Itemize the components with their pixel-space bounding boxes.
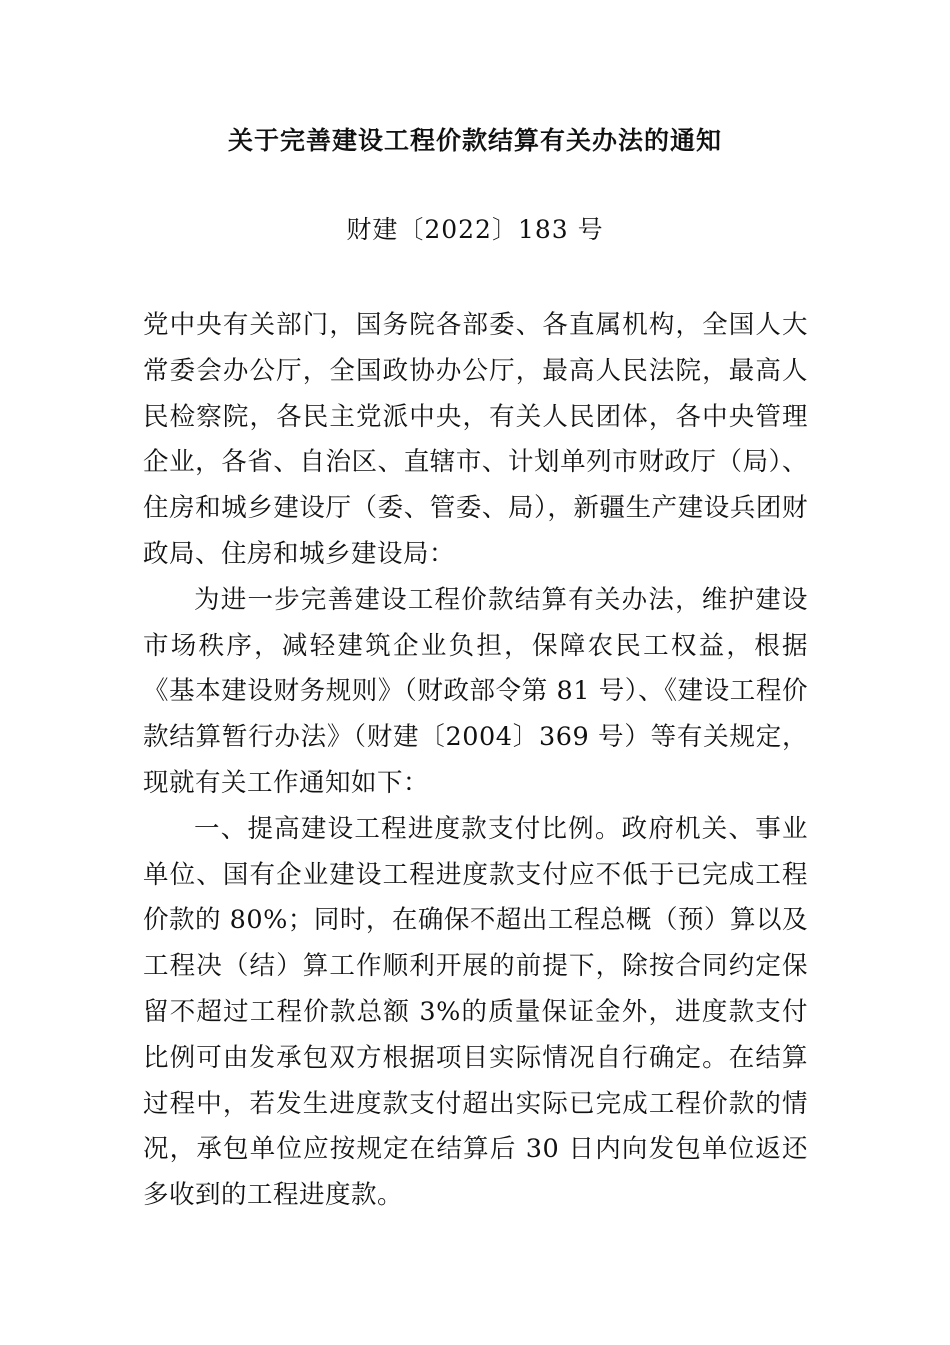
- document-number: 财建〔2022〕183 号: [346, 215, 604, 244]
- document-title: 关于完善建设工程价款结算有关办法的通知: [227, 126, 722, 155]
- document-body: [143, 303, 808, 1219]
- section-one-paragraph: 一、提高建设工程进度款支付比例。政府机关、事业单位、国有企业建设工程进度款支付应不低于已完成工程价款的 80%；同时，在确保不超出工程总概（预）算以及工程决（结）算工作顺利开展的前提下，除按合同约定保留不超过工程价款总额 3%的质量保证金外，进度款支付比例可由发承包双方根据项目实际情况自行确定。在结算过程中，若发生进度款支付超出实际已完成工程价款的情况，承包单位应按规定在结算后 30 日内向发包单位返还多收到的工程进度款。: [143, 813, 808, 1211]
- recipients-paragraph: 党中央有关部门，国务院各部委、各直属机构，全国人大常委会办公厅，全国政协办公厅，最高人民法院，最高人民检察院，各民主党派中央，有关人民团体，各中央管理企业，各省、自治区、直辖市、计划单列市财政厅（局）、住房和城乡建设厅（委、管委、局），新疆生产建设兵团财政局、住房和城乡建设局：: [143, 310, 808, 569]
- intro-paragraph: 为进一步完善建设工程价款结算有关办法，维护建设市场秩序，减轻建筑企业负担，保障农民工权益，根据《基本建设财务规则》（财政部令第 81 号）、《建设工程价款结算暂行办法》（财建〔2004〕369 号）等有关规定，现就有关工作通知如下：: [143, 584, 808, 798]
